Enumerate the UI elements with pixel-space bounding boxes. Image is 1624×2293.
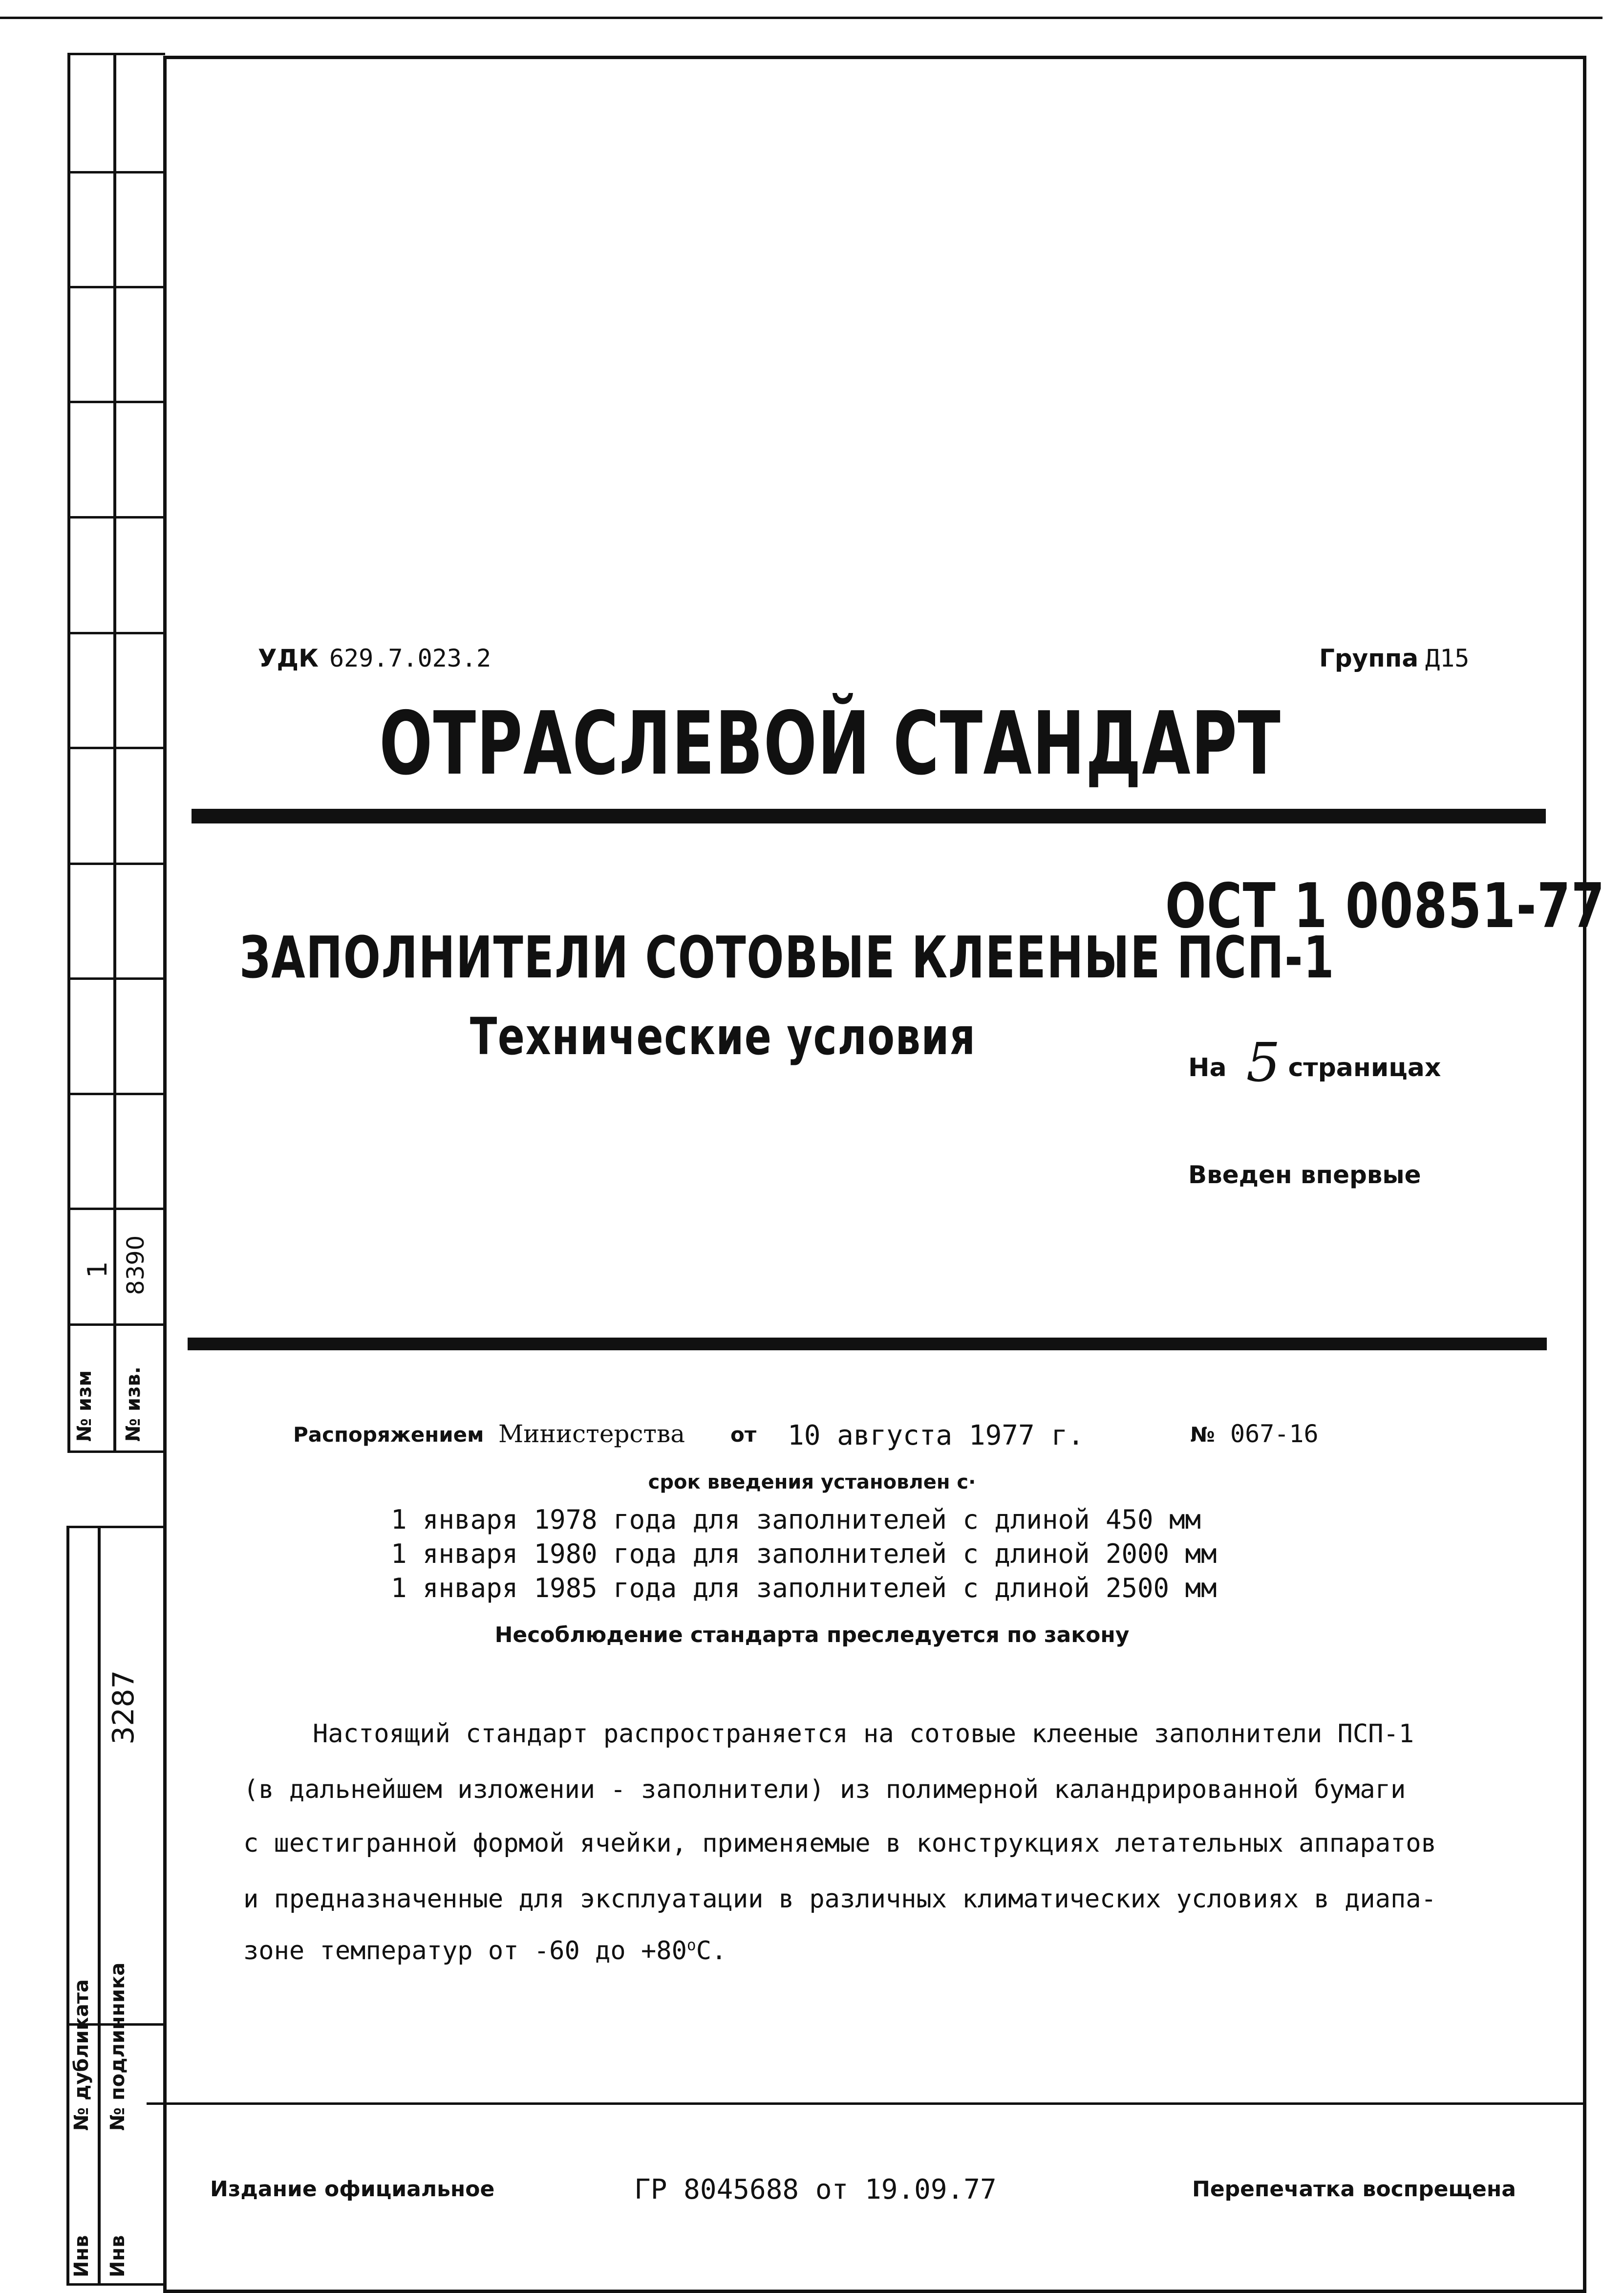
body-text-end: С. xyxy=(696,1936,727,1966)
strip-cell-line xyxy=(67,286,165,288)
udk-code xyxy=(258,644,491,672)
pages-suffix: страницах xyxy=(1288,1053,1441,1082)
group-code xyxy=(1319,644,1469,672)
duplicate-number-label: № дубликата xyxy=(70,1979,93,2131)
notice-number-value: 8390 xyxy=(122,1235,150,1295)
order-label: Распоряжением xyxy=(293,1423,484,1447)
inventory-label-2: Инв xyxy=(107,2235,129,2277)
enforcement-notice: Несоблюдение стандарта преследуется по закону xyxy=(494,1622,1130,1647)
strip-cell-line xyxy=(67,53,165,55)
footer-official-edition: Издание официальное xyxy=(210,2177,495,2202)
footer-separator xyxy=(147,2102,1583,2105)
original-number-label: № подлинника xyxy=(107,1962,129,2131)
order-number: 067-16 xyxy=(1230,1420,1319,1448)
strip-cell-line xyxy=(67,516,165,519)
change-number-value: 1 xyxy=(82,1261,113,1278)
strip-cell-line xyxy=(66,2283,164,2286)
strip-cell-line xyxy=(67,171,165,173)
strip-cell-line xyxy=(67,977,165,980)
footer-registration: ГР 8045688 от 19.09.77 xyxy=(634,2174,997,2206)
term-line: 1 января 1980 года для заполнителей с длиной 2000 мм xyxy=(391,1538,1217,1569)
strip-cell-line xyxy=(67,863,165,865)
inventory-label: Инв xyxy=(70,2235,93,2277)
order-number-label: № xyxy=(1190,1423,1215,1447)
degree-sign: o xyxy=(686,1936,696,1954)
standard-number: ОСТ 1 00851-77 xyxy=(1165,870,1605,942)
strip-cell-line xyxy=(67,1450,165,1453)
strip-cell-line xyxy=(67,1208,165,1210)
strip-left-edge xyxy=(67,53,70,1451)
body-text: зоне температур от -60 до +80 xyxy=(243,1936,687,1966)
udk-label: УДК xyxy=(258,644,319,672)
udk-value: 629.7.023.2 xyxy=(329,644,491,672)
strip-cell-line xyxy=(67,1093,165,1095)
section-rule xyxy=(188,1338,1547,1350)
pages-count: 5 xyxy=(1246,1031,1281,1094)
strip-cell-line xyxy=(67,747,165,749)
term-line: 1 января 1985 года для заполнителей с длиной 2500 мм xyxy=(391,1573,1217,1603)
registration-number: 3287 xyxy=(107,1670,141,1745)
page-count xyxy=(1188,1031,1441,1094)
strip-cell-line xyxy=(67,632,165,634)
group-label: Группа xyxy=(1319,644,1419,672)
order-from: от xyxy=(730,1423,757,1447)
top-border-line xyxy=(0,17,1603,19)
product-title: ЗАПОЛНИТЕЛИ СОТОВЫЕ КЛЕЕНЫЕ ПСП-1 xyxy=(239,924,1335,991)
introduced-note: Введен впервые xyxy=(1188,1161,1421,1189)
order-ministry: Министерства xyxy=(498,1420,685,1448)
body-line: Настоящий стандарт распространяется на сотовые клееные заполнители ПСП-1 xyxy=(313,1719,1414,1749)
title-rule xyxy=(192,809,1546,823)
product-subtitle: Технические условия xyxy=(470,1007,976,1066)
body-line: (в дальнейшем изложении - заполнители) из полимерной каландрированной бумаги xyxy=(243,1775,1406,1804)
order-date: 10 августа 1977 г. xyxy=(788,1420,1084,1451)
pages-prefix: На xyxy=(1188,1053,1227,1082)
change-number-label: № изм xyxy=(73,1370,96,1442)
term-heading: срок введения установлен с· xyxy=(648,1471,976,1493)
strip-cell-line xyxy=(66,1526,164,1528)
strip-mid-line xyxy=(113,53,116,1451)
body-line: и предназначенные для эксплуатации в различных климатических условиях в диапа- xyxy=(243,1884,1436,1914)
term-line: 1 января 1978 года для заполнителей с длиной 450 мм xyxy=(391,1504,1201,1535)
group-value: Д15 xyxy=(1425,644,1470,672)
strip-cell-line xyxy=(67,401,165,403)
body-line: с шестигранной формой ячейки, применяемые в конструкциях летательных аппаратов xyxy=(243,1829,1436,1858)
strip-cell-line xyxy=(67,1323,165,1326)
body-line-last xyxy=(243,1936,727,1966)
footer-reprint-notice: Перепечатка воспрещена xyxy=(1192,2177,1516,2202)
document-title: ОТРАСЛЕВОЙ СТАНДАРТ xyxy=(379,693,1282,794)
notice-number-label: № изв. xyxy=(122,1366,145,1442)
